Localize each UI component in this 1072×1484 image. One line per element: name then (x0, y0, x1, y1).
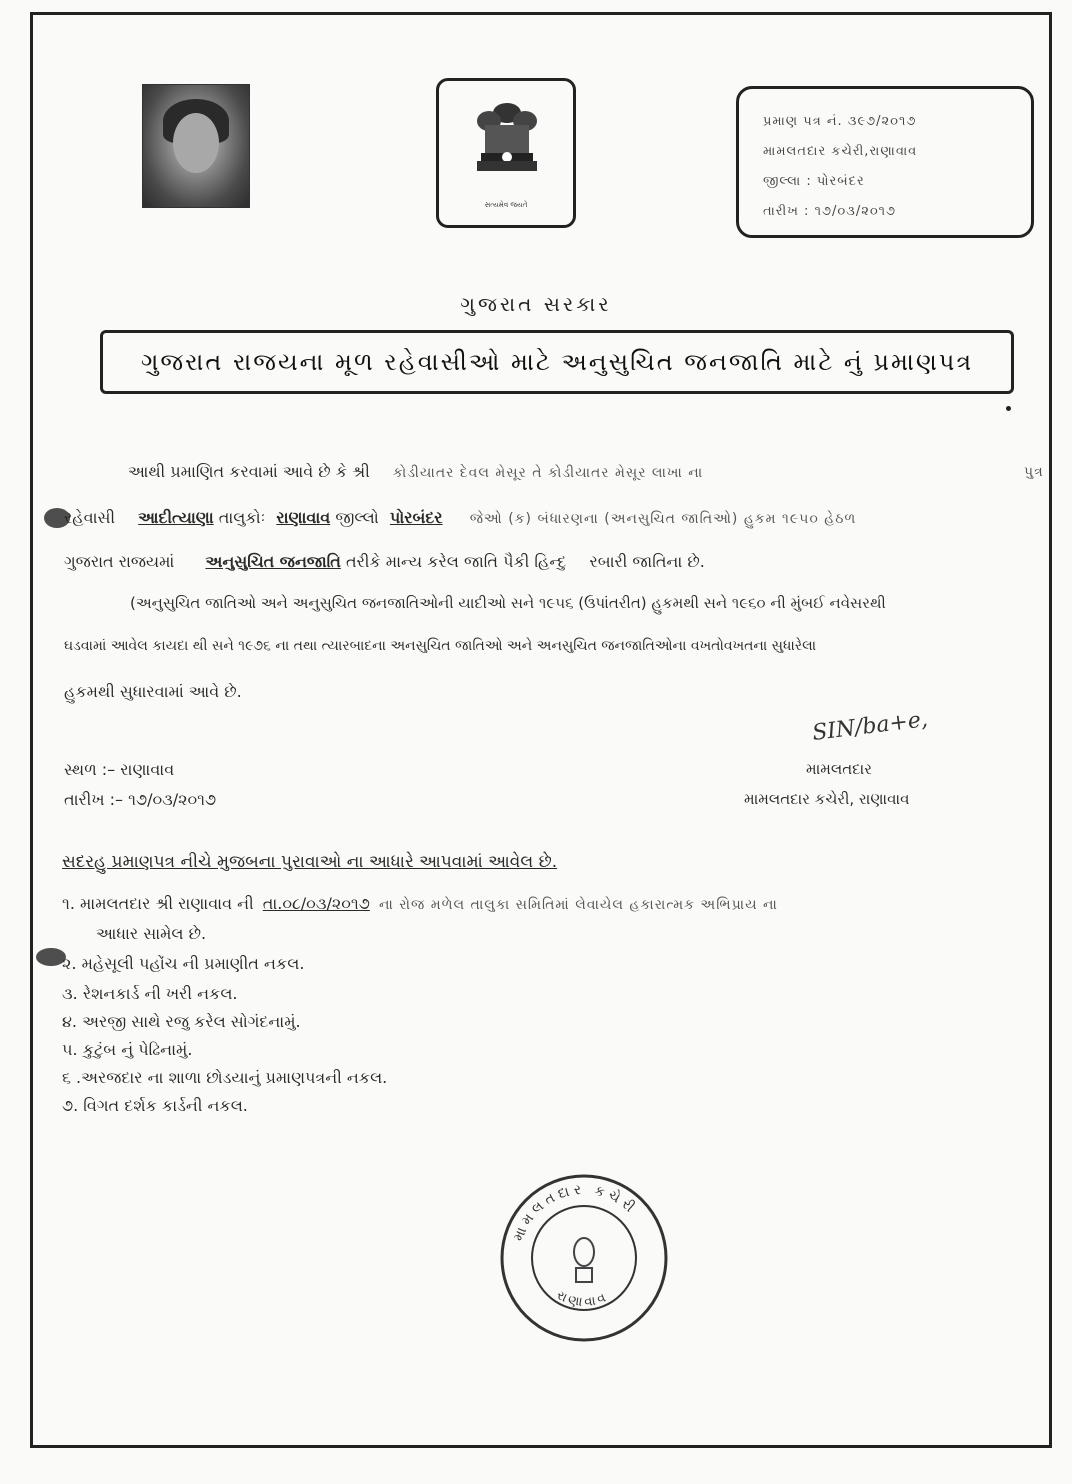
issuing-office: મામલતદાર કચેરી,રાણાવાવ (763, 144, 918, 159)
village-name: આદીત્યાણા (138, 508, 214, 527)
signatory-office: મામલતદાર કચેરી, રાણાવાવ (744, 790, 910, 808)
certificate-page: સત્યમેવ જયતે પ્રમાણ પત્ર નં. ૩૯૭/૨૦૧૭ મામલતદાર કચેરી,રાણાવાવ જીલ્લા : પોરબંદર તારીખ : ૧૭/૦૩/૨૦૧૭ ગુજરાત સરકાર ગુજરાત રાજયના મૂળ રહેવાસીઓ માટે અનુસુચિત જનજાતિ માટે નું પ્રમાણપત્ર આથી પ્રમાણિત કરવામાં આવે છે કે શ્રી કોડીયાતર દેવલ મેસૂર તે કોડીયાતર મેસૂર લાખા ના પુત્ર રહેવાસી આદીત્યાણા તાલુકોઃ રાણાવાવ જીલ્લો પોરબંદર જેઓ (ક) બંધારણના (અનસુચિત જાતિઓ) હુકમ ૧૯૫૦ હેઠળ ગુજરાત રાજયમાં અનુસુચિત જનજાતિ તરીકે માન્ય કરેલ જાતિ પૈકી હિન્દુ રબારી જાતિના છે. (અનુસુચિત જાતિઓ અને અનુસુચિત જનજાતિઓની યાદીઓ સને ૧૯૫૬ (ઉપાંતરીત) હુકમથી સને ૧૯૬૦ ની મુંબઈ નવેસરથી ઘડવામાં આવેલ કાયદા થી સને ૧૯૭૬ ના તથા ત્યારબાદના અનસુચિત જાતિઓ અને અનસુચિત જનજાતિઓના વખતોવખતના સુધારેલા હુકમથી સુધારવામાં આવે છે. સ્થળ :– રાણાવાવ તારીખ :– ૧૭/૦૩/૨૦૧૭ SIN/ba+e, મામલતદાર મામલતદાર કચેરી, રાણાવાવ સદરહુ પ્રમાણપત્ર નીચે મુજબના પુરાવાઓ ના આધારે આપવામાં આવેલ છે. ૧. મામલતદાર શ્રી રાણાવાવ ની તા.૦૮/૦૩/૨૦૧૭ ના રોજ મળેલ તાલુકા સમિતિમાં લેવાયેલ હકારાત્મક અભિપ્રાય ના આધાર સામેલ છે. ૨. મહેસૂલી પહોંચ ની પ્રમાણીત નકલ. ૩. રેશનકાર્ડ ની ખરી નકલ. ૪. અરજી સાથે રજુ કરેલ સોગંદનામું. ૫. કુટુંબ નું પેઢિનામું. ૬ .અરજદાર ના શાળા છોડયાનું પ્રમાણપત્રની નકલ. ૭. વિગત દર્શક કાર્ડની નકલ. મામલતદાર કચેરી રાણાવાવ (0, 0, 1072, 1484)
ashoka-emblem-icon (469, 95, 545, 195)
evidence-item-4: ૪. અરજી સાથે રજુ કરેલ સોગંદનામું. (62, 1012, 301, 1031)
body-line-4: (અનુસુચિત જાતિઓ અને અનુસુચિત જનજાતિઓની યાદીઓ સને ૧૯૫૬ (ઉપાંતરીત) હુકમથી સને ૧૯૬૦ ની મુંબઈ નવેસરથી (130, 594, 886, 612)
certificate-reference-box (736, 86, 1034, 238)
evidence-item-7: ૭. વિગત દર્શક કાર્ડની નકલ. (62, 1096, 248, 1115)
national-emblem (436, 78, 576, 228)
applicant-and-father-names: કોડીયાતર દેવલ મેસૂર તે કોડીયાતર મેસૂર લાખા ના (392, 465, 704, 481)
evidence-item-2: ૨. મહેસૂલી પહોંચ ની પ્રમાણીત નકલ. (62, 954, 305, 973)
evidence-heading: સદરહુ પ્રમાણપત્ર નીચે મુજબના પુરાવાઓ ના આધારે આપવામાં આવેલ છે. (62, 852, 558, 872)
evidence-item-3: ૩. રેશનકાર્ડ ની ખરી નકલ. (62, 984, 238, 1003)
date: તારીખ :– ૧૭/૦૩/૨૦૧૭ (64, 790, 217, 809)
body-line-3: ગુજરાત રાજયમાં અનુસુચિત જનજાતિ તરીકે માન્ય કરેલ જાતિ પૈકી હિન્દુ રબારી જાતિના છે. (64, 552, 705, 571)
body-line-5: ઘડવામાં આવેલ કાયદા થી સને ૧૯૭૬ ના તથા ત્યારબાદના અનસુચિત જાતિઓ અને અનસુચિત જનજાતિઓના વખતોવખતના સુધારેલા (64, 638, 817, 654)
caste-name: રબારી જાતિના છે. (589, 552, 705, 571)
handwritten-signature: SIN/ba+e, (810, 707, 930, 746)
district-name: પોરબંદર (389, 508, 443, 527)
evidence-item-1: ૧. મામલતદાર શ્રી રાણાવાવ ની તા.૦૮/૦૩/૨૦૧૭ ના રોજ મળેલ તાલુકા સમિતિમાં લેવાયેલ હકારાત્મક અભિપ્રાય ના (62, 894, 778, 913)
government-name: ગુજરાત સરકાર (460, 292, 612, 316)
evidence-item-6: ૬ .અરજદાર ના શાળા છોડયાનું પ્રમાણપત્રની નકલ. (62, 1068, 388, 1087)
issue-date: તારીખ : ૧૭/૦૩/૨૦૧૭ (763, 204, 897, 219)
svg-text:રાણાવાવ: રાણાવાવ (554, 1287, 611, 1311)
tribe-category: અનુસુચિત જનજાતિ (205, 552, 341, 571)
body-line-6: હુકમથી સુધારવામાં આવે છે. (64, 682, 242, 701)
signatory-title: મામલતદાર (806, 760, 872, 778)
svg-text:મામલતદાર કચેરી: મામલતદાર કચેરી (510, 1181, 641, 1244)
emblem-motto: સત્યમેવ જયતે (484, 201, 528, 209)
certificate-number: પ્રમાણ પત્ર નં. ૩૯૭/૨૦૧૭ (763, 114, 917, 129)
district: જીલ્લા : પોરબંદર (763, 174, 865, 189)
body-line-2: રહેવાસી આદીત્યાણા તાલુકોઃ રાણાવાવ જીલ્લો પોરબંદર જેઓ (ક) બંધારણના (અનસુચિત જાતિઓ) હુકમ ૧૯૫૦ હેઠળ (64, 508, 857, 527)
applicant-photo (142, 84, 250, 208)
place: સ્થળ :– રાણાવાવ (64, 760, 175, 779)
evidence-item-5: ૫. કુટુંબ નું પેઢિનામું. (62, 1040, 193, 1059)
official-seal (498, 1172, 670, 1344)
certificate-title: ગુજરાત રાજયના મૂળ રહેવાસીઓ માટે અનુસુચિત જનજાતિ માટે નું પ્રમાણપત્ર (100, 330, 1014, 394)
body-line-1: આથી પ્રમાણિત કરવામાં આવે છે કે શ્રી કોડીયાતર દેવલ મેસૂર તે કોડીયાતર મેસૂર લાખા ના (128, 462, 704, 481)
taluka-name: રાણાવાવ (276, 508, 331, 527)
